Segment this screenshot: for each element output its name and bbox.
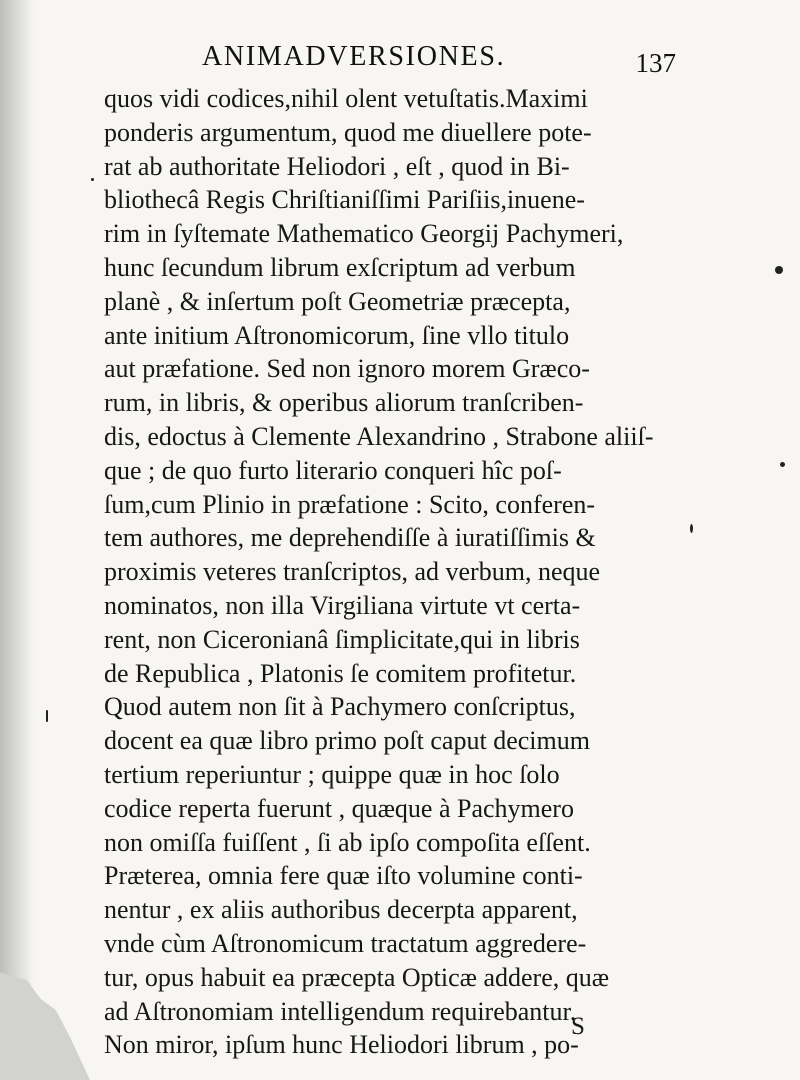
- text-line-21: tertium reperiuntur ; quippe quæ in hoc ſolo: [104, 759, 560, 789]
- text-line-29: Non miror, ipſum hunc Heliodori librum , po-: [104, 1030, 579, 1060]
- ink-speck: [91, 178, 94, 181]
- text-line-10: rum, in libris, & operibus aliorum tranſcriben-: [104, 388, 584, 418]
- page-number: 137: [635, 48, 676, 78]
- running-title: ANIMADVERSIONES.: [202, 41, 506, 72]
- text-line-7: planè , & inſertum poſt Geometriæ præcepta,: [104, 286, 571, 316]
- page-header: [202, 35, 676, 81]
- text-line-12: que ; de quo furto literario conqueri hîc poſ-: [104, 455, 562, 485]
- text-line-5: rim in ſyſtemate Mathematico Georgij Pachymeri,: [104, 219, 624, 249]
- text-line-1: quos vidi codices,nihil olent vetuſtatis.Maximi: [104, 84, 588, 113]
- text-line-11: dis, edoctus à Clemente Alexandrino , Strabone aliiſ-: [104, 421, 654, 451]
- text-line-26: vnde cùm Aſtronomicum tractatum aggredere-: [104, 928, 587, 958]
- text-line-14: tem authores, me deprehendiſſe à iuratiſſimis &: [104, 523, 596, 553]
- text-line-19: Quod autem non ſit à Pachymero conſcriptus,: [104, 692, 576, 722]
- ink-speck: [780, 462, 785, 467]
- text-line-13: ſum,cum Plinio in præfatione : Scito, conferen-: [104, 489, 596, 519]
- ink-speck: [690, 524, 693, 533]
- text-line-17: rent, non Ciceronianâ ſimplicitate,qui in libris: [104, 624, 580, 654]
- ink-speck: [46, 710, 48, 722]
- text-line-24: Præterea, omnia fere quæ iſto volumine conti-: [104, 861, 583, 891]
- text-line-3: rat ab authoritate Heliodori , eſt , quod in Bi-: [104, 151, 570, 181]
- text-line-16: nominatos, non illa Virgiliana virtute vt certa-: [104, 590, 581, 620]
- text-line-28: ad Aſtronomiam intelligendum requirebantur.: [104, 996, 577, 1026]
- text-line-25: nentur , ex aliis authoribus decerpta apparent,: [104, 895, 578, 925]
- text-line-27: tur, opus habuit ea præcepta Opticæ addere, quæ: [104, 962, 610, 992]
- text-line-18: de Republica , Platonis ſe comitem profitetur.: [104, 658, 577, 688]
- text-line-6: hunc ſecundum librum exſcriptum ad verbum: [104, 252, 576, 282]
- catchword: S: [571, 1013, 585, 1040]
- main-text-block: [104, 82, 676, 1062]
- left-page-shadow: [0, 0, 34, 1080]
- text-line-23: non omiſſa fuiſſent , ſi ab ipſo compoſita eſſent.: [104, 827, 591, 857]
- text-line-22: codice reperta fuerunt , quæque à Pachymero: [104, 793, 574, 823]
- ink-speck: [775, 266, 783, 274]
- text-line-20: docent ea quæ libro primo poſt caput decimum: [104, 726, 590, 756]
- text-line-15: proximis veteres tranſcriptos, ad verbum, neque: [104, 557, 601, 587]
- text-line-8: ante initium Aſtronomicorum, ſine vllo titulo: [104, 320, 570, 350]
- text-line-9: aut præfatione. Sed non ignoro morem Græco-: [104, 354, 590, 384]
- text-line-4: bliothecâ Regis Chriſtianiſſimi Pariſiis,inuene-: [104, 185, 585, 215]
- text-line-2: ponderis argumentum, quod me diuellere pote-: [104, 117, 592, 147]
